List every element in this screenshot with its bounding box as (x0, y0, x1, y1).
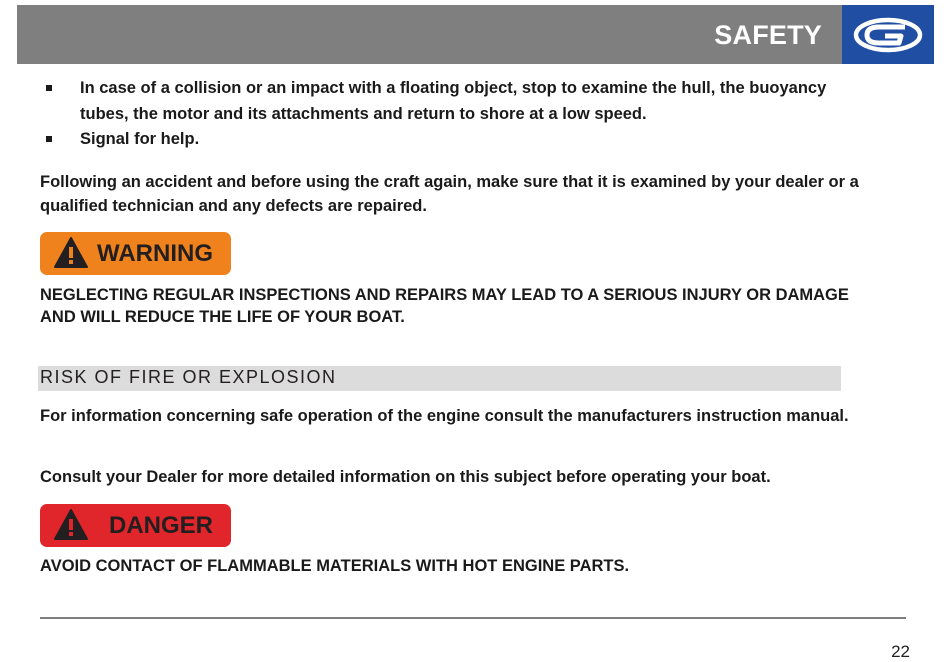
section-title: RISK OF FIRE OR EXPLOSION (40, 367, 337, 387)
danger-text: AVOID CONTACT OF FLAMMABLE MATERIALS WITH HOT ENGINE PARTS. (40, 557, 630, 575)
danger-triangle-icon (53, 508, 89, 542)
danger-label-text: DANGER (109, 512, 214, 539)
warning-text: NEGLECTING REGULAR INSPECTIONS AND REPAIRS MAY LEAD TO A SERIOUS INJURY OR DAMAGE AND WILL REDUCE THE LIFE OF YOUR BOAT. (40, 286, 849, 326)
accident-paragraph: Following an accident and before using the craft again, make sure that it is examined by your dealer or a qualified technician and any defects are repaired. (40, 173, 859, 215)
bullet-square-icon (46, 85, 52, 91)
header-bar (17, 5, 934, 64)
bullet-square-icon (46, 136, 52, 142)
bullet-list (40, 76, 860, 153)
bullet-text: In case of a collision or an impact with a floating object, stop to examine the hull, the buoyancy tubes, the motor and its attachments and return to shore at a low speed. (80, 79, 827, 123)
engine-info-paragraph: For information concerning safe operation of the engine consult the manufacturers instruction manual. (40, 407, 849, 425)
list-item (40, 76, 860, 127)
dealer-info-paragraph: Consult your Dealer for more detailed information on this subject before operating your boat. (40, 468, 771, 486)
warning-triangle-icon (53, 236, 89, 270)
page-number: 22 (891, 642, 910, 661)
brand-logo (842, 5, 934, 64)
warning-label-text: WARNING (97, 240, 213, 267)
bullet-text: Signal for help. (80, 130, 200, 148)
footer-divider (40, 617, 906, 619)
page-title: SAFETY (714, 20, 822, 50)
warning-label (40, 232, 231, 275)
section-heading-bar (38, 366, 841, 391)
danger-label (40, 504, 231, 547)
list-item (40, 127, 860, 153)
g-logo-icon (853, 17, 923, 53)
